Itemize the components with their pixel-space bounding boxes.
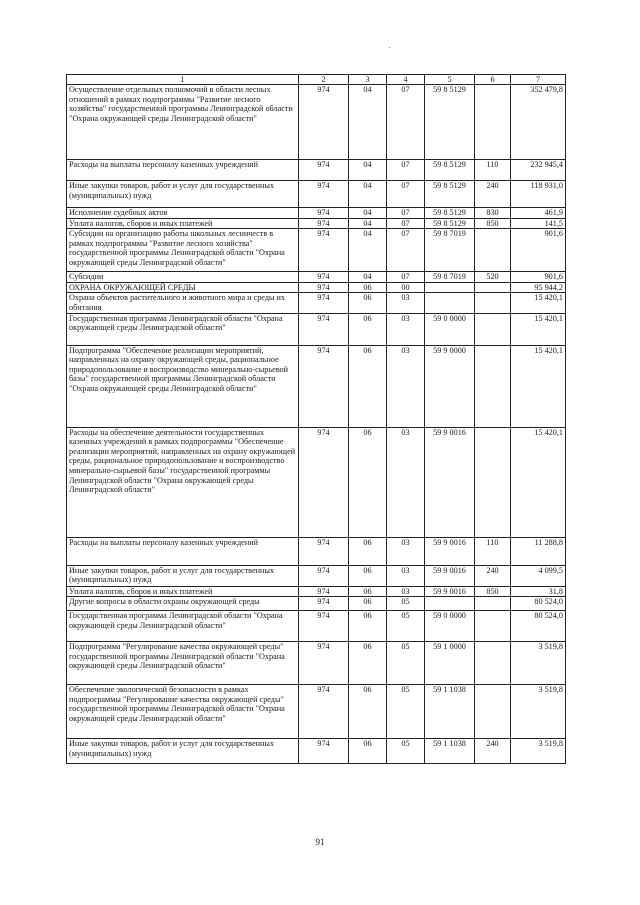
row-expense-type-cell: 110 (475, 537, 511, 565)
row-section-cell: 06 (349, 586, 387, 597)
row-expense-type-cell (475, 427, 511, 537)
row-admin-code-cell: 974 (299, 218, 349, 229)
row-name-cell: Расходы на обеспечение деятельности государственных казенных учреждений в рамках подпрограммы "Обеспечение реализации мероприятий, направленных на охрану окружающей среды, рациональное природопользование и воспроизводство минерально-сырьевой базы" государственной программы Ленинградской области "Охрана окружающей среды Ленинградской области" (67, 427, 299, 537)
scan-speck (389, 47, 390, 48)
row-admin-code-cell: 974 (299, 642, 349, 685)
row-admin-code-cell: 974 (299, 272, 349, 283)
row-section-cell: 06 (349, 685, 387, 739)
row-target-article-cell: 59 8 5129 (425, 218, 475, 229)
table-row (67, 565, 566, 586)
row-name-cell: Подпрограмма "Обеспечение реализации мероприятий, направленных на охрану окружающей среды, рациональное природопользование и воспроизводство минерально-сырьевой базы" государственной программы Ленинградской области "Охрана окружающей среды Ленинградской области" (67, 345, 299, 427)
row-target-article-cell: 59 8 7019 (425, 229, 475, 272)
row-expense-type-cell (475, 282, 511, 293)
row-name-cell: ОХРАНА ОКРУЖАЮЩЕЙ СРЕДЫ (67, 282, 299, 293)
row-name-cell: Субсидии на организацию работы школьных лесничеств в рамках подпрограммы "Развитие лесного хозяйства" государственной программы Ленинградской области "Охрана окружающей среды Ленинградской области" (67, 229, 299, 272)
row-section-cell: 06 (349, 537, 387, 565)
row-name-cell: Иные закупки товаров, работ и услуг для государственных (муниципальных) нужд (67, 565, 299, 586)
table-row (67, 597, 566, 611)
row-expense-type-cell: 850 (475, 218, 511, 229)
table-row (67, 160, 566, 181)
row-name-cell: Государственная программа Ленинградской области "Охрана окружающей среды Ленинградской области" (67, 313, 299, 345)
row-expense-type-cell: 240 (475, 739, 511, 764)
row-section-cell: 04 (349, 181, 387, 208)
row-amount-cell: 80 524,0 (511, 611, 566, 642)
row-expense-type-cell (475, 313, 511, 345)
row-target-article-cell: 59 9 0016 (425, 427, 475, 537)
row-amount-cell: 4 099,5 (511, 565, 566, 586)
row-target-article-cell: 59 9 0016 (425, 586, 475, 597)
row-subsection-cell: 03 (387, 537, 425, 565)
header-cell: 5 (425, 75, 475, 85)
row-subsection-cell: 05 (387, 739, 425, 764)
row-section-cell: 04 (349, 160, 387, 181)
row-admin-code-cell: 974 (299, 85, 349, 160)
row-subsection-cell: 03 (387, 586, 425, 597)
header-cell: 4 (387, 75, 425, 85)
row-section-cell: 06 (349, 345, 387, 427)
row-expense-type-cell (475, 642, 511, 685)
row-amount-cell: 232 945,4 (511, 160, 566, 181)
table-header-row (67, 75, 566, 85)
row-section-cell: 04 (349, 272, 387, 283)
row-target-article-cell (425, 282, 475, 293)
row-amount-cell: 15 420,1 (511, 313, 566, 345)
row-expense-type-cell (475, 597, 511, 611)
row-admin-code-cell: 974 (299, 282, 349, 293)
row-amount-cell: 461,9 (511, 208, 566, 219)
row-expense-type-cell (475, 345, 511, 427)
row-section-cell: 06 (349, 597, 387, 611)
row-section-cell: 04 (349, 218, 387, 229)
row-amount-cell: 31,8 (511, 586, 566, 597)
table-row (67, 427, 566, 537)
row-target-article-cell: 59 1 1038 (425, 739, 475, 764)
table-row (67, 293, 566, 313)
row-admin-code-cell: 974 (299, 208, 349, 219)
row-target-article-cell: 59 9 0016 (425, 537, 475, 565)
row-section-cell: 04 (349, 229, 387, 272)
row-admin-code-cell: 974 (299, 313, 349, 345)
header-cell: 7 (511, 75, 566, 85)
row-name-cell: Государственная программа Ленинградской области "Охрана окружающей среды Ленинградской области" (67, 611, 299, 642)
row-target-article-cell: 59 8 5129 (425, 208, 475, 219)
row-name-cell: Другие вопросы в области охраны окружающей среды (67, 597, 299, 611)
row-subsection-cell: 03 (387, 313, 425, 345)
row-amount-cell: 80 524,0 (511, 597, 566, 611)
table-row (67, 537, 566, 565)
row-admin-code-cell: 974 (299, 597, 349, 611)
table-row (67, 229, 566, 272)
row-expense-type-cell: 830 (475, 208, 511, 219)
row-name-cell: Расходы на выплаты персоналу казенных учреждений (67, 160, 299, 181)
row-section-cell: 04 (349, 85, 387, 160)
table-row (67, 685, 566, 739)
row-admin-code-cell: 974 (299, 427, 349, 537)
row-admin-code-cell: 974 (299, 685, 349, 739)
row-target-article-cell: 59 1 0000 (425, 642, 475, 685)
table-row (67, 586, 566, 597)
row-section-cell: 06 (349, 739, 387, 764)
row-target-article-cell: 59 9 0000 (425, 345, 475, 427)
row-section-cell: 06 (349, 427, 387, 537)
row-subsection-cell: 03 (387, 293, 425, 313)
row-amount-cell: 3 519,8 (511, 739, 566, 764)
row-expense-type-cell: 240 (475, 565, 511, 586)
row-name-cell: Подпрограмма "Регулирование качества окружающей среды" государственной программы Ленинградской области "Охрана окружающей среды Ленинградской области" (67, 642, 299, 685)
row-target-article-cell: 59 8 5129 (425, 181, 475, 208)
row-name-cell: Уплата налогов, сборов и иных платежей (67, 218, 299, 229)
row-name-cell: Иные закупки товаров, работ и услуг для государственных (муниципальных) нужд (67, 739, 299, 764)
row-subsection-cell: 05 (387, 685, 425, 739)
table-row (67, 282, 566, 293)
row-expense-type-cell (475, 685, 511, 739)
row-section-cell: 06 (349, 642, 387, 685)
row-target-article-cell: 59 1 1038 (425, 685, 475, 739)
row-amount-cell: 3 519,8 (511, 642, 566, 685)
row-admin-code-cell: 974 (299, 293, 349, 313)
row-target-article-cell: 59 8 7019 (425, 272, 475, 283)
row-amount-cell: 3 519,8 (511, 685, 566, 739)
row-name-cell: Иные закупки товаров, работ и услуг для государственных (муниципальных) нужд (67, 181, 299, 208)
row-amount-cell: 15 420,1 (511, 345, 566, 427)
table-row (67, 181, 566, 208)
row-admin-code-cell: 974 (299, 586, 349, 597)
row-expense-type-cell (475, 611, 511, 642)
row-expense-type-cell: 850 (475, 586, 511, 597)
row-target-article-cell: 59 0 0000 (425, 611, 475, 642)
row-admin-code-cell: 974 (299, 565, 349, 586)
row-target-article-cell: 59 0 0000 (425, 313, 475, 345)
row-admin-code-cell: 974 (299, 229, 349, 272)
row-expense-type-cell: 110 (475, 160, 511, 181)
page-number: 91 (315, 837, 325, 847)
row-name-cell: Уплата налогов, сборов и иных платежей (67, 586, 299, 597)
row-subsection-cell: 03 (387, 345, 425, 427)
row-admin-code-cell: 974 (299, 739, 349, 764)
row-name-cell: Осуществление отдельных полномочий в области лесных отношений в рамках подпрограммы "Развитие лесного хозяйства" государственной программы Ленинградской области "Охрана окружающей среды Ленинградской области" (67, 85, 299, 160)
row-section-cell: 06 (349, 293, 387, 313)
row-admin-code-cell: 974 (299, 345, 349, 427)
header-cell: 2 (299, 75, 349, 85)
row-section-cell: 06 (349, 313, 387, 345)
table-row (67, 85, 566, 160)
row-subsection-cell: 07 (387, 272, 425, 283)
row-amount-cell: 118 931,0 (511, 181, 566, 208)
row-admin-code-cell: 974 (299, 181, 349, 208)
row-amount-cell: 141,5 (511, 218, 566, 229)
row-expense-type-cell: 240 (475, 181, 511, 208)
table-row (67, 218, 566, 229)
row-section-cell: 06 (349, 282, 387, 293)
row-name-cell: Расходы на выплаты персоналу казенных учреждений (67, 537, 299, 565)
row-admin-code-cell: 974 (299, 537, 349, 565)
table-row (67, 739, 566, 764)
row-name-cell: Охрана объектов растительного и животного мира и среды их обитания (67, 293, 299, 313)
row-subsection-cell: 07 (387, 181, 425, 208)
row-subsection-cell: 07 (387, 160, 425, 181)
row-target-article-cell: 59 8 5129 (425, 160, 475, 181)
header-cell: 1 (67, 75, 299, 85)
row-expense-type-cell (475, 293, 511, 313)
table-row (67, 272, 566, 283)
row-amount-cell: 901,6 (511, 272, 566, 283)
table-row (67, 611, 566, 642)
budget-table (66, 74, 566, 764)
row-section-cell: 06 (349, 565, 387, 586)
row-expense-type-cell (475, 85, 511, 160)
row-name-cell: Субсидии (67, 272, 299, 283)
row-admin-code-cell: 974 (299, 160, 349, 181)
row-section-cell: 04 (349, 208, 387, 219)
row-amount-cell: 352 479,8 (511, 85, 566, 160)
row-amount-cell: 11 288,8 (511, 537, 566, 565)
row-expense-type-cell: 520 (475, 272, 511, 283)
table-row (67, 313, 566, 345)
row-target-article-cell (425, 293, 475, 313)
row-name-cell: Исполнение судебных актов (67, 208, 299, 219)
row-expense-type-cell (475, 229, 511, 272)
header-cell: 6 (475, 75, 511, 85)
header-cell: 3 (349, 75, 387, 85)
row-target-article-cell: 59 8 5129 (425, 85, 475, 160)
row-amount-cell: 901,6 (511, 229, 566, 272)
row-amount-cell: 15 420,1 (511, 427, 566, 537)
row-subsection-cell: 07 (387, 85, 425, 160)
row-subsection-cell: 05 (387, 611, 425, 642)
table-row (67, 208, 566, 219)
row-amount-cell: 15 420,1 (511, 293, 566, 313)
row-target-article-cell: 59 9 0016 (425, 565, 475, 586)
row-amount-cell: 95 944,2 (511, 282, 566, 293)
row-name-cell: Обеспечение экологической безопасности в рамках подпрограммы "Регулирование качества окружающей среды" государственной программы Ленинградской области "Охрана окружающей среды Ленинградской области" (67, 685, 299, 739)
row-subsection-cell: 07 (387, 218, 425, 229)
table-row (67, 345, 566, 427)
row-subsection-cell: 07 (387, 229, 425, 272)
row-admin-code-cell: 974 (299, 611, 349, 642)
row-subsection-cell: 00 (387, 282, 425, 293)
row-subsection-cell: 03 (387, 565, 425, 586)
row-subsection-cell: 07 (387, 208, 425, 219)
row-subsection-cell: 05 (387, 642, 425, 685)
row-section-cell: 06 (349, 611, 387, 642)
table-row (67, 642, 566, 685)
row-subsection-cell: 05 (387, 597, 425, 611)
row-target-article-cell (425, 597, 475, 611)
row-subsection-cell: 03 (387, 427, 425, 537)
